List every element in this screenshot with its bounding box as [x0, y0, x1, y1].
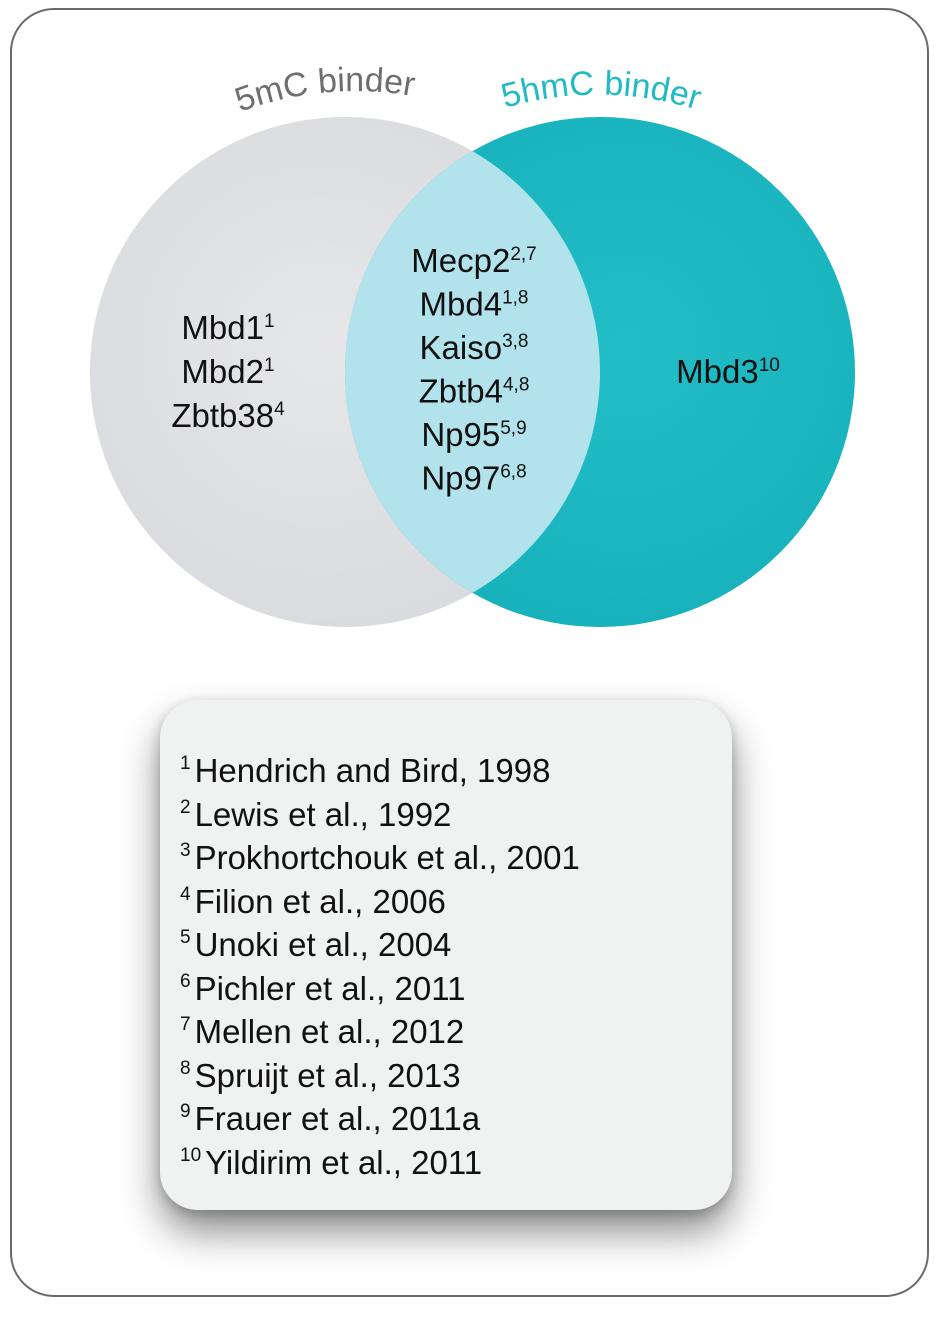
gene-label: Np95$^{5,9}$ — [421, 416, 527, 453]
reference-item — [180, 873, 580, 920]
right-circle-label: 5hmC binder — [497, 64, 706, 118]
gene-label: $Zbtb38^4$ — [171, 397, 285, 434]
gene-label: Mecp2$^{2,7}$ — [411, 242, 537, 279]
reference-text: Prokhortchouk et al., 2001 — [194, 839, 580, 876]
reference-number: 1 — [180, 753, 191, 774]
reference-text: Yildirim et al., 2011 — [205, 1143, 483, 1181]
gene-label: Kaiso$^{3,8}$ — [419, 329, 529, 366]
reference-item — [180, 742, 580, 789]
reference-text: Hendrich and Bird, 1998 — [194, 752, 551, 789]
left-circle-label: 5mC binder — [230, 61, 418, 120]
reference-text: Frauer et al., 2011a — [194, 1100, 481, 1137]
reference-item — [180, 786, 580, 833]
reference-text: Lewis et al., 1992 — [194, 795, 452, 833]
reference-number: 2 — [180, 796, 191, 818]
gene-label: Zbtb4$^{4,8}$ — [418, 372, 530, 410]
reference-item — [180, 829, 580, 876]
reference-item — [180, 1047, 580, 1094]
reference-text: Filion et al., 2006 — [194, 882, 446, 920]
gene-label: Mbd4$^{1,8}$ — [419, 285, 529, 323]
reference-number: 9 — [180, 1101, 191, 1122]
gene-label: $Mbd3^{10}$ — [676, 353, 780, 390]
reference-number: 7 — [180, 1014, 191, 1035]
reference-list — [180, 742, 580, 1181]
left-only-genes — [171, 309, 285, 434]
reference-item — [180, 960, 580, 1007]
reference-item — [180, 1003, 580, 1050]
gene-label: $Mbd2^1$ — [181, 353, 275, 390]
reference-text: Unoki et al., 2004 — [194, 926, 452, 963]
reference-text: Spruijt et al., 2013 — [194, 1056, 461, 1094]
reference-number: 6 — [180, 970, 191, 992]
reference-number: 8 — [180, 1057, 191, 1079]
reference-number: 4 — [180, 883, 191, 905]
reference-text: Pichler et al., 2011 — [194, 969, 466, 1007]
reference-item — [180, 1090, 580, 1137]
reference-number: 10 — [180, 1144, 202, 1166]
gene-label: Np97$^{6,8}$ — [421, 459, 527, 497]
references-box — [160, 700, 732, 1210]
gene-label: $Mbd1^1$ — [181, 309, 275, 346]
reference-number: 3 — [180, 840, 191, 861]
reference-item — [180, 1134, 580, 1181]
reference-text: Mellen et al., 2012 — [194, 1013, 465, 1050]
reference-number: 5 — [180, 927, 191, 948]
reference-item — [180, 916, 580, 963]
